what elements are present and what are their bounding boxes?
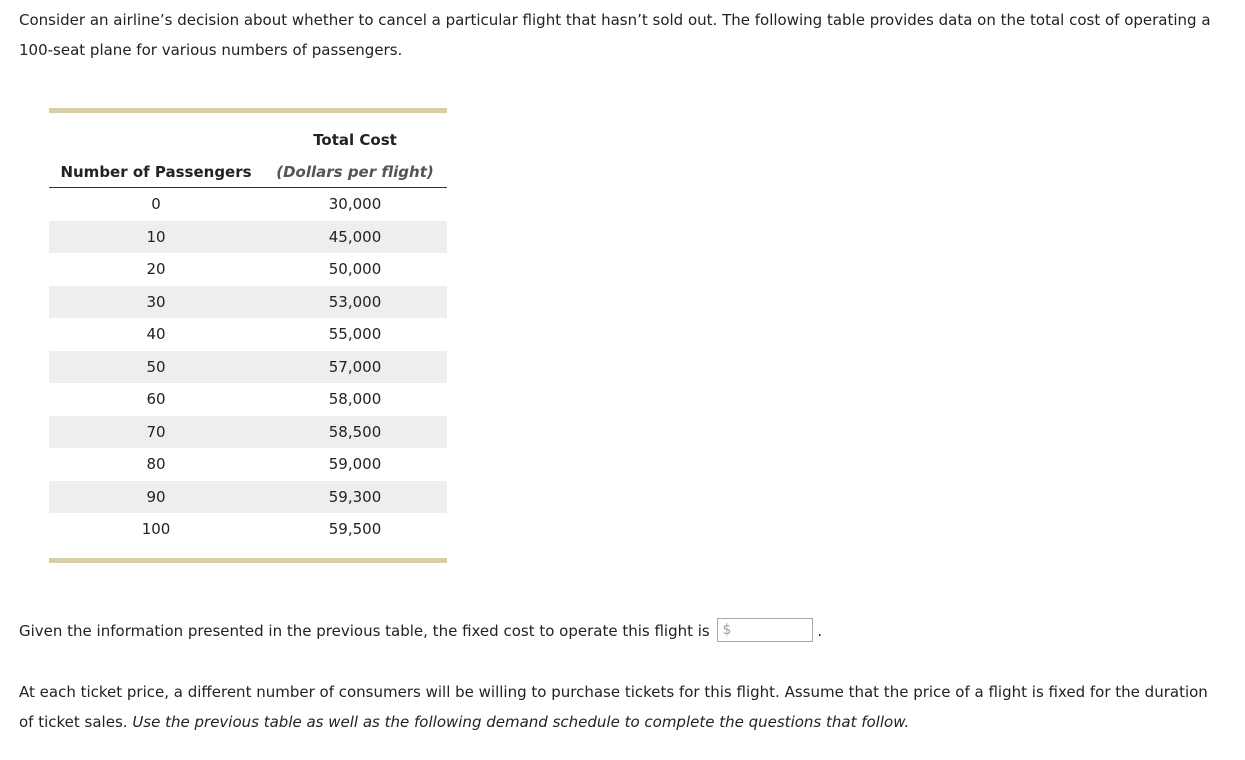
total-cost-cell: 58,000 (328, 390, 382, 409)
total-cost-cell: 55,000 (328, 325, 382, 344)
total-cost-cell: 50,000 (328, 260, 382, 279)
table-row (49, 221, 447, 254)
passengers-cell: 70 (49, 416, 263, 449)
dollar-sign: $ (722, 621, 732, 638)
total-cost-table (49, 108, 447, 563)
total-cost-cell: 53,000 (263, 286, 447, 319)
table-row (49, 318, 447, 351)
question-text: Given the information presented in the previous table, the fixed cost to operate this flight is (19, 622, 710, 640)
table-row (49, 351, 447, 384)
passengers-cell: 0 (151, 195, 161, 214)
fixed-cost-question (19, 618, 822, 644)
header-number-of-passengers: Number of Passengers (49, 159, 263, 188)
passengers-cell: 10 (49, 221, 263, 254)
table-row (49, 481, 447, 514)
table-row (49, 383, 447, 416)
intro-paragraph: Consider an airline’s decision about whether to cancel a particular flight that hasn’t sold out. The following table provides data on the total cost of operating a 100-seat plane for various numbers of passengers. (19, 11, 1211, 59)
total-cost-cell: 30,000 (328, 195, 382, 214)
table-row (49, 188, 447, 221)
header-total-cost: Total Cost (313, 131, 397, 149)
passengers-cell: 40 (146, 325, 166, 344)
closing-text: At each ticket price, a different number of consumers will be willing to purchase tickets for this flight. Assume that the price of a flight is fixed for the duration of ticket sales. (19, 683, 1208, 731)
total-cost-cell: 59,300 (263, 481, 447, 514)
passengers-cell: 50 (49, 351, 263, 384)
table-row (49, 253, 447, 286)
header-cost-unit: (Dollars per flight) (263, 159, 447, 188)
total-cost-cell: 57,000 (263, 351, 447, 384)
passengers-cell: 90 (49, 481, 263, 514)
fixed-cost-input[interactable] (734, 620, 810, 640)
total-cost-cell: 59,500 (328, 520, 382, 539)
passengers-cell: 20 (146, 260, 166, 279)
header-spacer (49, 111, 263, 160)
passengers-cell: 80 (146, 455, 166, 474)
fixed-cost-answer-box[interactable] (717, 618, 813, 642)
table-row (49, 448, 447, 481)
total-cost-cell: 58,500 (263, 416, 447, 449)
table-row (49, 416, 447, 449)
passengers-cell: 30 (49, 286, 263, 319)
closing-paragraph (19, 677, 1219, 737)
passengers-cell: 60 (146, 390, 166, 409)
total-cost-cell: 59,000 (328, 455, 382, 474)
table-row (49, 513, 447, 560)
closing-instruction: Use the previous table as well as the following demand schedule to complete the questions that follow. (132, 713, 910, 731)
passengers-cell: 100 (141, 520, 171, 539)
table-row (49, 286, 447, 319)
question-period: . (817, 622, 823, 640)
total-cost-cell: 45,000 (263, 221, 447, 254)
